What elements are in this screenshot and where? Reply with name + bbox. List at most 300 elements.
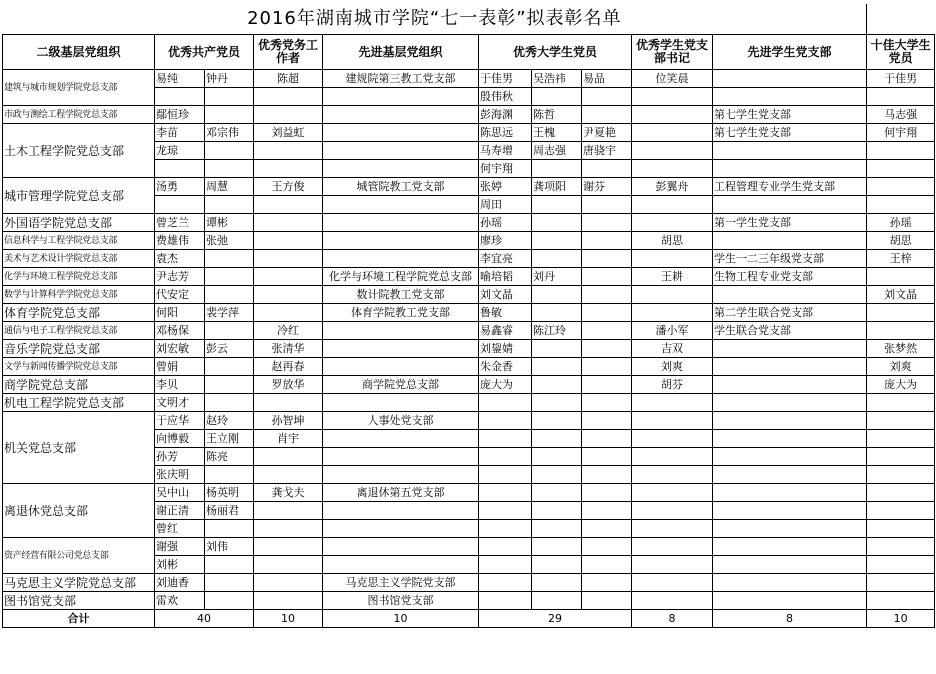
org-cell[interactable]: 市政与测绘工程学院党总支部 [3, 106, 155, 124]
party-worker-cell[interactable] [254, 394, 323, 412]
student-member-cell[interactable] [479, 430, 532, 448]
adv-org-cell[interactable] [323, 142, 479, 160]
party-member-cell[interactable]: 杨丽君 [205, 502, 254, 520]
party-member-cell[interactable] [205, 466, 254, 484]
adv-org-cell[interactable]: 数计院教工党支部 [323, 286, 479, 304]
student-branch-cell[interactable] [713, 376, 867, 394]
party-member-cell[interactable]: 邓杨保 [155, 322, 205, 340]
party-worker-cell[interactable] [254, 520, 323, 538]
party-worker-cell[interactable] [254, 466, 323, 484]
party-member-cell[interactable]: 于应华 [155, 412, 205, 430]
student-member-cell[interactable] [532, 430, 582, 448]
student-member-cell[interactable]: 周志强 [532, 142, 582, 160]
branch-secretary-cell[interactable]: 胡思 [632, 232, 713, 250]
student-member-cell[interactable] [532, 214, 582, 232]
student-member-cell[interactable] [532, 394, 582, 412]
student-member-cell[interactable]: 廖珍 [479, 232, 532, 250]
top10-cell[interactable]: 何宇翔 [867, 124, 935, 142]
student-member-cell[interactable]: 刘鋆婧 [479, 340, 532, 358]
party-member-cell[interactable] [205, 196, 254, 214]
student-branch-cell[interactable] [713, 412, 867, 430]
party-member-cell[interactable] [205, 322, 254, 340]
total-party-worker[interactable]: 10 [254, 610, 323, 628]
student-member-cell[interactable] [582, 448, 632, 466]
party-member-cell[interactable]: 袁杰 [155, 250, 205, 268]
party-worker-cell[interactable]: 罗放华 [254, 376, 323, 394]
student-member-cell[interactable] [582, 574, 632, 592]
adv-org-cell[interactable] [323, 196, 479, 214]
student-member-cell[interactable] [582, 232, 632, 250]
branch-secretary-cell[interactable] [632, 250, 713, 268]
student-member-cell[interactable]: 鲁敏 [479, 304, 532, 322]
top10-cell[interactable] [867, 322, 935, 340]
student-member-cell[interactable] [582, 340, 632, 358]
party-worker-cell[interactable] [254, 160, 323, 178]
student-branch-cell[interactable]: 第七学生党支部 [713, 106, 867, 124]
student-member-cell[interactable] [479, 484, 532, 502]
party-member-cell[interactable]: 龙琼 [155, 142, 205, 160]
student-member-cell[interactable]: 陈哲 [532, 106, 582, 124]
party-worker-cell[interactable] [254, 304, 323, 322]
party-worker-cell[interactable] [254, 268, 323, 286]
org-cell[interactable]: 通信与电子工程学院党总支部 [3, 322, 155, 340]
student-member-cell[interactable] [582, 484, 632, 502]
party-worker-cell[interactable]: 孙智坤 [254, 412, 323, 430]
student-member-cell[interactable] [532, 556, 582, 574]
branch-secretary-cell[interactable]: 刘爽 [632, 358, 713, 376]
student-member-cell[interactable] [582, 250, 632, 268]
party-member-cell[interactable]: 谢正清 [155, 502, 205, 520]
student-member-cell[interactable] [532, 484, 582, 502]
party-member-cell[interactable] [205, 556, 254, 574]
student-member-cell[interactable] [532, 196, 582, 214]
party-worker-cell[interactable]: 刘益虹 [254, 124, 323, 142]
party-member-cell[interactable]: 谭彬 [205, 214, 254, 232]
student-branch-cell[interactable]: 第二学生联合党支部 [713, 304, 867, 322]
party-member-cell[interactable]: 何阳 [155, 304, 205, 322]
party-member-cell[interactable]: 陈亮 [205, 448, 254, 466]
student-member-cell[interactable] [479, 520, 532, 538]
party-worker-cell[interactable] [254, 196, 323, 214]
student-member-cell[interactable] [582, 538, 632, 556]
branch-secretary-cell[interactable] [632, 484, 713, 502]
student-member-cell[interactable] [532, 376, 582, 394]
party-member-cell[interactable]: 雷欢 [155, 592, 205, 610]
student-member-cell[interactable] [532, 358, 582, 376]
branch-secretary-cell[interactable] [632, 304, 713, 322]
student-branch-cell[interactable]: 生物工程专业党支部 [713, 268, 867, 286]
party-member-cell[interactable]: 王立刚 [205, 430, 254, 448]
total-adv-org[interactable]: 10 [323, 610, 479, 628]
party-worker-cell[interactable] [254, 214, 323, 232]
student-branch-cell[interactable]: 学生一二三年级党支部 [713, 250, 867, 268]
party-member-cell[interactable]: 费雄伟 [155, 232, 205, 250]
branch-secretary-cell[interactable] [632, 160, 713, 178]
party-member-cell[interactable] [155, 160, 205, 178]
party-worker-cell[interactable] [254, 142, 323, 160]
student-member-cell[interactable]: 庞大为 [479, 376, 532, 394]
org-cell[interactable]: 化学与环境工程学院党总支部 [3, 268, 155, 286]
top10-cell[interactable] [867, 466, 935, 484]
student-member-cell[interactable] [532, 466, 582, 484]
student-member-cell[interactable]: 于佳男 [479, 70, 532, 88]
adv-org-cell[interactable] [323, 340, 479, 358]
adv-org-cell[interactable] [323, 538, 479, 556]
org-cell[interactable]: 外国语学院党总支部 [3, 214, 155, 232]
top10-cell[interactable] [867, 304, 935, 322]
student-member-cell[interactable] [479, 556, 532, 574]
adv-org-cell[interactable] [323, 160, 479, 178]
org-cell[interactable]: 机电工程学院党总支部 [3, 394, 155, 412]
student-member-cell[interactable] [479, 502, 532, 520]
student-member-cell[interactable]: 吴浩祎 [532, 70, 582, 88]
student-member-cell[interactable] [479, 538, 532, 556]
adv-org-cell[interactable] [323, 88, 479, 106]
party-worker-cell[interactable] [254, 250, 323, 268]
student-member-cell[interactable] [582, 430, 632, 448]
party-worker-cell[interactable] [254, 232, 323, 250]
adv-org-cell[interactable] [323, 448, 479, 466]
student-branch-cell[interactable] [713, 70, 867, 88]
top10-cell[interactable] [867, 484, 935, 502]
top10-cell[interactable] [867, 430, 935, 448]
org-cell[interactable]: 离退休党总支部 [3, 484, 155, 538]
branch-secretary-cell[interactable] [632, 448, 713, 466]
student-member-cell[interactable] [582, 394, 632, 412]
party-member-cell[interactable]: 钟丹 [205, 70, 254, 88]
adv-org-cell[interactable] [323, 214, 479, 232]
party-member-cell[interactable] [205, 520, 254, 538]
top10-cell[interactable] [867, 88, 935, 106]
student-member-cell[interactable] [582, 268, 632, 286]
student-branch-cell[interactable] [713, 394, 867, 412]
student-member-cell[interactable] [532, 592, 582, 610]
student-member-cell[interactable]: 彭海渊 [479, 106, 532, 124]
branch-secretary-cell[interactable] [632, 106, 713, 124]
party-worker-cell[interactable] [254, 538, 323, 556]
student-branch-cell[interactable] [713, 232, 867, 250]
party-member-cell[interactable]: 刘宏敏 [155, 340, 205, 358]
top10-cell[interactable] [867, 520, 935, 538]
student-branch-cell[interactable] [713, 196, 867, 214]
top10-cell[interactable]: 刘爽 [867, 358, 935, 376]
party-member-cell[interactable]: 彭云 [205, 340, 254, 358]
student-member-cell[interactable] [532, 304, 582, 322]
branch-secretary-cell[interactable] [632, 142, 713, 160]
student-member-cell[interactable]: 易鑫睿 [479, 322, 532, 340]
party-member-cell[interactable]: 孙芳 [155, 448, 205, 466]
party-member-cell[interactable] [205, 268, 254, 286]
top10-cell[interactable] [867, 178, 935, 196]
org-cell[interactable]: 文学与新闻传播学院党总支部 [3, 358, 155, 376]
student-member-cell[interactable]: 易品 [582, 70, 632, 88]
party-member-cell[interactable]: 裴学萍 [205, 304, 254, 322]
top10-cell[interactable]: 孙瑶 [867, 214, 935, 232]
student-branch-cell[interactable]: 学生联合党支部 [713, 322, 867, 340]
party-worker-cell[interactable] [254, 592, 323, 610]
student-member-cell[interactable] [479, 412, 532, 430]
party-member-cell[interactable]: 吴中山 [155, 484, 205, 502]
party-member-cell[interactable] [205, 286, 254, 304]
party-worker-cell[interactable] [254, 556, 323, 574]
party-member-cell[interactable]: 李贝 [155, 376, 205, 394]
student-member-cell[interactable] [532, 520, 582, 538]
party-member-cell[interactable]: 刘彬 [155, 556, 205, 574]
top10-cell[interactable] [867, 394, 935, 412]
student-member-cell[interactable] [582, 106, 632, 124]
party-worker-cell[interactable]: 王方俊 [254, 178, 323, 196]
org-cell[interactable]: 数学与计算科学学院党总支部 [3, 286, 155, 304]
total-student-member[interactable]: 29 [479, 610, 632, 628]
top10-cell[interactable]: 于佳男 [867, 70, 935, 88]
top10-cell[interactable] [867, 448, 935, 466]
student-member-cell[interactable]: 李宜亮 [479, 250, 532, 268]
org-cell[interactable]: 机关党总支部 [3, 412, 155, 484]
branch-secretary-cell[interactable]: 吉双 [632, 340, 713, 358]
party-member-cell[interactable]: 刘迪香 [155, 574, 205, 592]
org-cell[interactable]: 建筑与城市规划学院党总支部 [3, 70, 155, 106]
total-label[interactable]: 合计 [3, 610, 155, 628]
student-member-cell[interactable] [582, 556, 632, 574]
top10-cell[interactable]: 胡思 [867, 232, 935, 250]
org-cell[interactable]: 资产经营有限公司党总支部 [3, 538, 155, 574]
branch-secretary-cell[interactable] [632, 466, 713, 484]
branch-secretary-cell[interactable]: 胡芬 [632, 376, 713, 394]
top10-cell[interactable] [867, 556, 935, 574]
student-member-cell[interactable] [532, 250, 582, 268]
party-member-cell[interactable]: 文明才 [155, 394, 205, 412]
student-member-cell[interactable] [582, 88, 632, 106]
student-member-cell[interactable] [582, 502, 632, 520]
adv-org-cell[interactable] [323, 556, 479, 574]
student-branch-cell[interactable] [713, 340, 867, 358]
student-branch-cell[interactable] [713, 358, 867, 376]
party-member-cell[interactable] [205, 142, 254, 160]
student-member-cell[interactable] [582, 466, 632, 484]
branch-secretary-cell[interactable] [632, 196, 713, 214]
student-branch-cell[interactable] [713, 538, 867, 556]
adv-org-cell[interactable] [323, 250, 479, 268]
student-branch-cell[interactable] [713, 430, 867, 448]
adv-org-cell[interactable] [323, 502, 479, 520]
adv-org-cell[interactable] [323, 394, 479, 412]
student-member-cell[interactable] [479, 448, 532, 466]
student-member-cell[interactable] [582, 322, 632, 340]
student-member-cell[interactable] [532, 340, 582, 358]
party-member-cell[interactable]: 赵玲 [205, 412, 254, 430]
party-member-cell[interactable] [205, 106, 254, 124]
branch-secretary-cell[interactable] [632, 88, 713, 106]
party-member-cell[interactable] [205, 592, 254, 610]
party-member-cell[interactable]: 曾红 [155, 520, 205, 538]
student-branch-cell[interactable]: 第七学生党支部 [713, 124, 867, 142]
adv-org-cell[interactable]: 化学与环境工程学院党总支部 [323, 268, 479, 286]
party-member-cell[interactable]: 邓宗伟 [205, 124, 254, 142]
party-member-cell[interactable]: 易纯 [155, 70, 205, 88]
party-worker-cell[interactable]: 龚戈夫 [254, 484, 323, 502]
student-branch-cell[interactable] [713, 286, 867, 304]
party-member-cell[interactable]: 尹志芳 [155, 268, 205, 286]
student-branch-cell[interactable] [713, 142, 867, 160]
top10-cell[interactable] [867, 538, 935, 556]
student-member-cell[interactable]: 尹夏艳 [582, 124, 632, 142]
student-member-cell[interactable] [582, 358, 632, 376]
student-member-cell[interactable] [479, 394, 532, 412]
adv-org-cell[interactable]: 人事处党支部 [323, 412, 479, 430]
student-member-cell[interactable]: 刘文晶 [479, 286, 532, 304]
top10-cell[interactable] [867, 196, 935, 214]
party-member-cell[interactable] [205, 358, 254, 376]
party-member-cell[interactable] [205, 376, 254, 394]
org-cell[interactable]: 城市管理学院党总支部 [3, 178, 155, 214]
branch-secretary-cell[interactable] [632, 592, 713, 610]
student-member-cell[interactable]: 马寿增 [479, 142, 532, 160]
student-member-cell[interactable]: 陈思远 [479, 124, 532, 142]
student-member-cell[interactable] [532, 232, 582, 250]
adv-org-cell[interactable] [323, 322, 479, 340]
party-member-cell[interactable] [155, 196, 205, 214]
branch-secretary-cell[interactable] [632, 556, 713, 574]
branch-secretary-cell[interactable]: 王耕 [632, 268, 713, 286]
branch-secretary-cell[interactable] [632, 538, 713, 556]
party-worker-cell[interactable] [254, 574, 323, 592]
student-member-cell[interactable]: 张婷 [479, 178, 532, 196]
top10-cell[interactable]: 刘文晶 [867, 286, 935, 304]
org-cell[interactable]: 图书馆党支部 [3, 592, 155, 610]
student-member-cell[interactable] [582, 592, 632, 610]
student-branch-cell[interactable] [713, 592, 867, 610]
adv-org-cell[interactable] [323, 358, 479, 376]
party-worker-cell[interactable] [254, 448, 323, 466]
top10-cell[interactable] [867, 142, 935, 160]
student-member-cell[interactable] [582, 412, 632, 430]
student-branch-cell[interactable] [713, 520, 867, 538]
student-branch-cell[interactable]: 第一学生党支部 [713, 214, 867, 232]
org-cell[interactable]: 音乐学院党总支部 [3, 340, 155, 358]
student-member-cell[interactable] [582, 376, 632, 394]
student-branch-cell[interactable] [713, 556, 867, 574]
party-member-cell[interactable] [205, 88, 254, 106]
student-member-cell[interactable] [479, 574, 532, 592]
student-member-cell[interactable]: 龚项阳 [532, 178, 582, 196]
student-member-cell[interactable] [582, 304, 632, 322]
student-member-cell[interactable] [532, 538, 582, 556]
adv-org-cell[interactable] [323, 232, 479, 250]
student-member-cell[interactable] [532, 412, 582, 430]
party-member-cell[interactable]: 谢强 [155, 538, 205, 556]
party-member-cell[interactable]: 曾芝兰 [155, 214, 205, 232]
student-branch-cell[interactable] [713, 448, 867, 466]
party-member-cell[interactable] [205, 394, 254, 412]
student-member-cell[interactable]: 王槐 [532, 124, 582, 142]
party-worker-cell[interactable] [254, 106, 323, 124]
adv-org-cell[interactable] [323, 106, 479, 124]
party-worker-cell[interactable] [254, 286, 323, 304]
org-cell[interactable]: 美术与艺术设计学院党总支部 [3, 250, 155, 268]
party-worker-cell[interactable]: 陈超 [254, 70, 323, 88]
party-member-cell[interactable] [205, 574, 254, 592]
total-student-branch[interactable]: 8 [713, 610, 867, 628]
student-member-cell[interactable]: 朱金香 [479, 358, 532, 376]
branch-secretary-cell[interactable]: 潘小军 [632, 322, 713, 340]
branch-secretary-cell[interactable] [632, 574, 713, 592]
student-member-cell[interactable] [532, 160, 582, 178]
branch-secretary-cell[interactable] [632, 412, 713, 430]
org-cell[interactable]: 商学院党总支部 [3, 376, 155, 394]
adv-org-cell[interactable] [323, 466, 479, 484]
student-member-cell[interactable]: 唐骁宇 [582, 142, 632, 160]
adv-org-cell[interactable] [323, 520, 479, 538]
total-top10[interactable]: 10 [867, 610, 935, 628]
student-member-cell[interactable]: 喻培韬 [479, 268, 532, 286]
branch-secretary-cell[interactable]: 位笑晨 [632, 70, 713, 88]
party-member-cell[interactable] [205, 160, 254, 178]
branch-secretary-cell[interactable]: 彭翼舟 [632, 178, 713, 196]
student-member-cell[interactable] [532, 286, 582, 304]
student-member-cell[interactable]: 陈江玲 [532, 322, 582, 340]
party-member-cell[interactable]: 代安定 [155, 286, 205, 304]
student-branch-cell[interactable] [713, 466, 867, 484]
org-cell[interactable]: 信息科学与工程学院党总支部 [3, 232, 155, 250]
adv-org-cell[interactable]: 建规院第三教工党支部 [323, 70, 479, 88]
party-worker-cell[interactable]: 张清华 [254, 340, 323, 358]
top10-cell[interactable] [867, 592, 935, 610]
student-member-cell[interactable]: 孙瑶 [479, 214, 532, 232]
party-member-cell[interactable]: 张庆明 [155, 466, 205, 484]
student-member-cell[interactable] [532, 574, 582, 592]
branch-secretary-cell[interactable] [632, 394, 713, 412]
party-member-cell[interactable]: 汤勇 [155, 178, 205, 196]
party-worker-cell[interactable]: 赵再春 [254, 358, 323, 376]
student-branch-cell[interactable] [713, 574, 867, 592]
adv-org-cell[interactable] [323, 124, 479, 142]
adv-org-cell[interactable]: 体育学院教工党支部 [323, 304, 479, 322]
party-member-cell[interactable]: 刘伟 [205, 538, 254, 556]
party-member-cell[interactable]: 向博毅 [155, 430, 205, 448]
student-branch-cell[interactable]: 工程管理专业学生党支部 [713, 178, 867, 196]
top10-cell[interactable] [867, 574, 935, 592]
party-member-cell[interactable] [205, 250, 254, 268]
adv-org-cell[interactable] [323, 430, 479, 448]
student-branch-cell[interactable] [713, 502, 867, 520]
student-branch-cell[interactable] [713, 484, 867, 502]
branch-secretary-cell[interactable] [632, 286, 713, 304]
branch-secretary-cell[interactable] [632, 214, 713, 232]
org-cell[interactable]: 体育学院党总支部 [3, 304, 155, 322]
adv-org-cell[interactable]: 商学院党总支部 [323, 376, 479, 394]
total-party-member[interactable]: 40 [155, 610, 254, 628]
top10-cell[interactable] [867, 268, 935, 286]
party-member-cell[interactable]: 张弛 [205, 232, 254, 250]
student-branch-cell[interactable] [713, 88, 867, 106]
party-worker-cell[interactable] [254, 502, 323, 520]
branch-secretary-cell[interactable] [632, 520, 713, 538]
top10-cell[interactable] [867, 502, 935, 520]
student-member-cell[interactable] [532, 502, 582, 520]
student-member-cell[interactable]: 谢芬 [582, 178, 632, 196]
student-member-cell[interactable] [532, 448, 582, 466]
student-member-cell[interactable] [532, 88, 582, 106]
top10-cell[interactable] [867, 160, 935, 178]
branch-secretary-cell[interactable] [632, 502, 713, 520]
student-member-cell[interactable] [582, 520, 632, 538]
student-member-cell[interactable] [582, 196, 632, 214]
org-cell[interactable]: 马克思主义学院党总支部 [3, 574, 155, 592]
party-worker-cell[interactable]: 冷红 [254, 322, 323, 340]
student-member-cell[interactable] [582, 160, 632, 178]
top10-cell[interactable] [867, 412, 935, 430]
top10-cell[interactable]: 马志强 [867, 106, 935, 124]
